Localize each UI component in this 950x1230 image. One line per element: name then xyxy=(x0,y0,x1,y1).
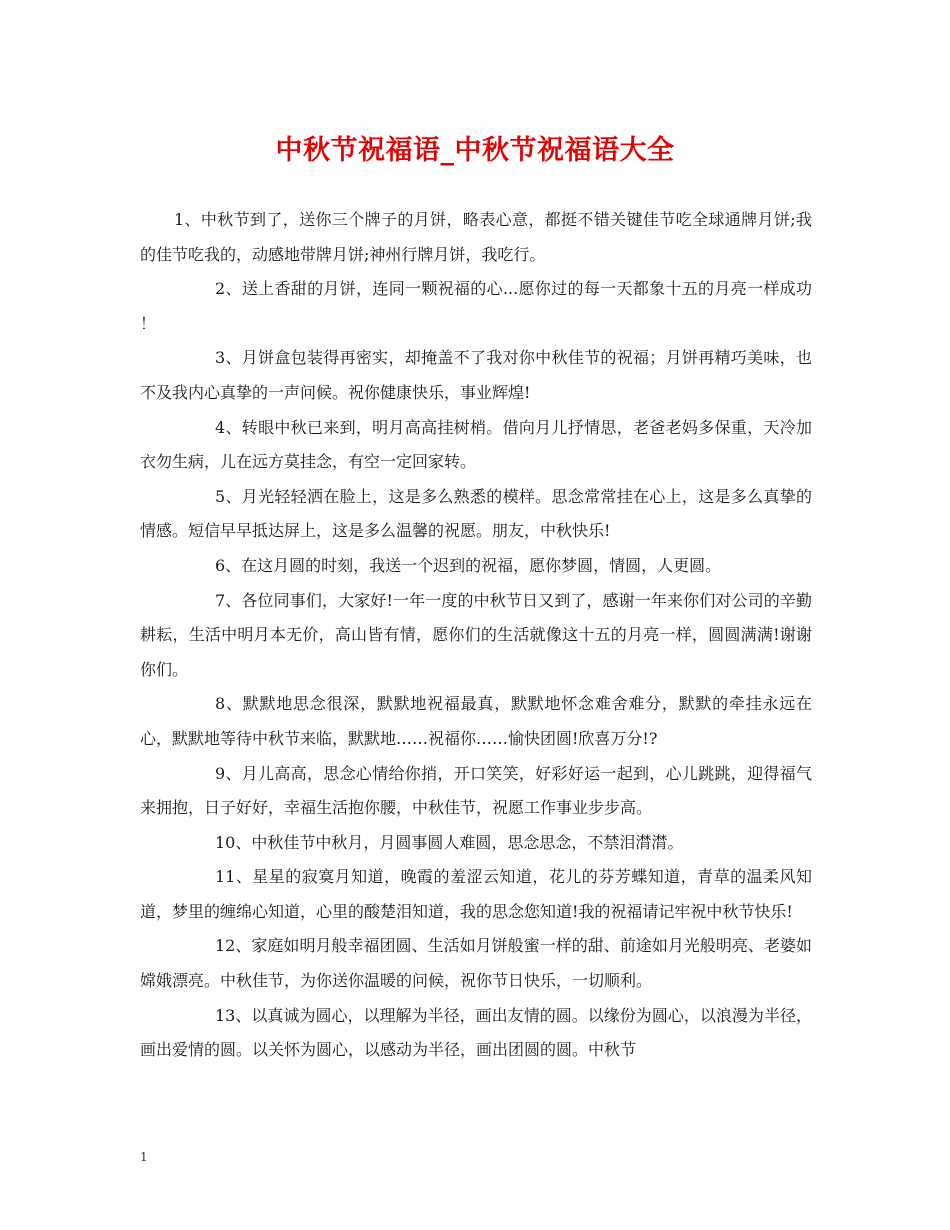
page-number: 1 xyxy=(140,1150,148,1164)
paragraph-12: 12、家庭如明月般幸福团圆、生活如月饼般蜜一样的甜、前途如月光般明亮、老婆如嫦娥漂亮。中秋佳节，为你送你温暖的问候，祝你节日快乐，一切顺利。 xyxy=(140,936,812,991)
paragraph-5: 5、月光轻轻洒在脸上，这是多么熟悉的模样。思念常常挂在心上，这是多么真挚的情感。短信早早抵达屏上，这是多么温馨的祝愿。朋友，中秋快乐! xyxy=(140,486,812,541)
paragraph-7: 7、各位同事们，大家好!一年一度的中秋节日又到了，感谢一年来你们对公司的辛勤耕耘，生活中明月本无价，高山皆有情，愿你们的生活就像这十五的月亮一样，圆圆满满!谢谢你们。 xyxy=(140,590,812,679)
page-title: 中秋节祝福语_中秋节祝福语大全 xyxy=(275,135,675,166)
paragraph-1: 1、中秋节到了，送你三个牌子的月饼，略表心意，都挺不错关键佳节吃全球通牌月饼;我的佳节吃我的，动感地带牌月饼;神州行牌月饼，我吃行。 xyxy=(140,210,812,264)
paragraph-13: 13、以真诚为圆心，以理解为半径，画出友情的圆。以缘份为圆心，以浪漫为半径，画出爱情的圆。以关怀为圆心，以感动为半径，画出团圆的圆。中秋节 xyxy=(140,1005,812,1060)
paragraph-4: 4、转眼中秋已来到，明月高高挂树梢。借向月儿抒情思，老爸老妈多保重，天冷加衣勿生病，儿在远方莫挂念，有空一定回家转。 xyxy=(140,417,812,472)
paragraph-3: 3、月饼盒包装得再密实，却掩盖不了我对你中秋佳节的祝福；月饼再精巧美味，也不及我内心真挚的一声问候。祝你健康快乐，事业辉煌! xyxy=(140,348,812,402)
paragraph-11: 11、星星的寂寞月知道，晚霞的羞涩云知道，花儿的芬芳蝶知道，青草的温柔风知道，梦里的缠绵心知道，心里的酸楚泪知道，我的思念您知道!我的祝福请记牢祝中秋节快乐! xyxy=(140,867,812,921)
document-body xyxy=(140,203,812,1068)
paragraph-8: 8、默默地思念很深，默默地祝福最真，默默地怀念难舍难分，默默的牵挂永远在心，默默地等待中秋节来临，默默地……祝福你……愉快团圆!欣喜万分!? xyxy=(140,694,812,748)
paragraph-9: 9、月儿高高，思念心情给你捎，开口笑笑，好彩好运一起到，心儿跳跳，迎得福气来拥抱，日子好好，幸福生活抱你腰，中秋佳节，祝愿工作事业步步高。 xyxy=(140,763,812,818)
paragraph-2: 2、送上香甜的月饼，连同一颗祝福的心...愿你过的每一天都象十五的月亮一样成功 ！ xyxy=(140,279,812,333)
paragraph-6: 6、在这月圆的时刻，我送一个迟到的祝福，愿你梦圆，情圆，人更圆。 xyxy=(215,555,722,575)
paragraph-10: 10、中秋佳节中秋月，月圆事圆人难圆，思念思念，不禁泪潸潸。 xyxy=(215,832,684,852)
